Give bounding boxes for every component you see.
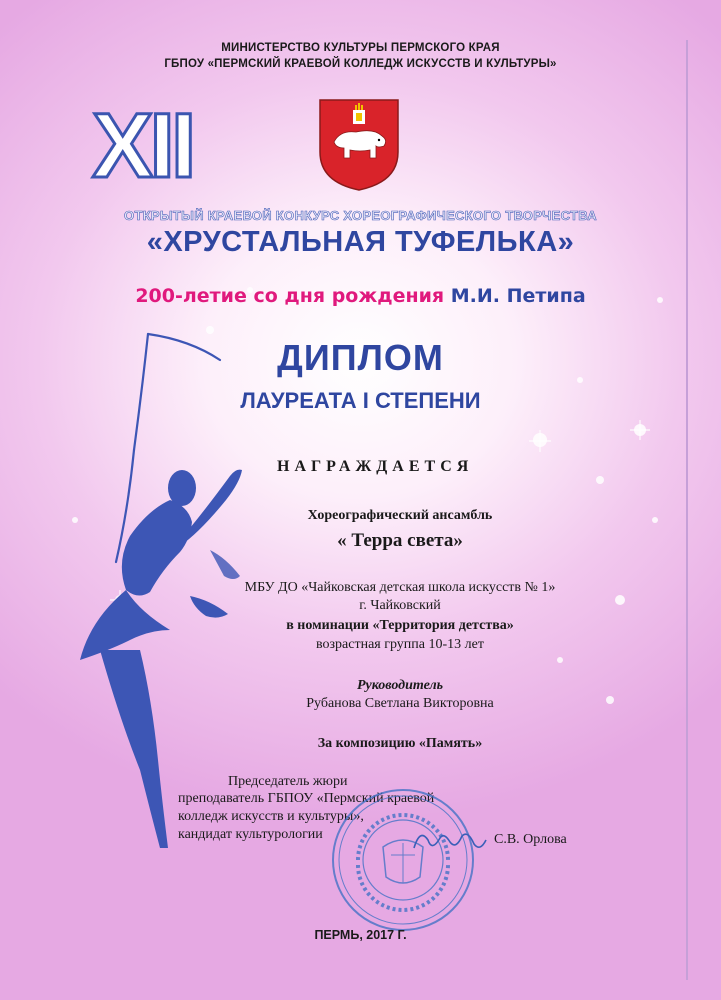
city-name: г. Чайковский <box>359 598 441 613</box>
frame-line <box>686 40 688 980</box>
jury-chair-degree: кандидат культурологии <box>178 827 323 842</box>
diploma-title: ДИПЛОМ <box>277 337 444 378</box>
round-seal-stamp <box>328 785 478 935</box>
awarded-label: НАГРАЖДАЕТСЯ <box>277 458 474 475</box>
nomination: в номинации «Территория детства» <box>286 618 514 633</box>
place-year: ПЕРМЬ, 2017 Г. <box>314 928 407 942</box>
school-name: МБУ ДО «Чайковская детская школа искусств № 1» <box>244 580 556 595</box>
college-header: ГБПОУ «ПЕРМСКИЙ КРАЕВОЙ КОЛЛЕДЖ ИСКУССТВ И КУЛЬТУРЫ» <box>164 58 557 70</box>
ensemble-name: « Терра света» <box>337 530 463 551</box>
handwritten-signature <box>410 822 490 858</box>
coat-of-arms-icon <box>316 96 402 192</box>
ministry-header: МИНИСТЕРСТВО КУЛЬТУРЫ ПЕРМСКОГО КРАЯ <box>221 42 500 54</box>
contest-subtitle: ОТКРЫТЫЙ КРАЕВОЙ КОНКУРС ХОРЕОГРАФИЧЕСКОГО ТВОРЧЕСТВА <box>124 208 597 223</box>
jury-chair-title: Председатель жюри <box>228 774 348 789</box>
leader-name: Рубанова Светлана Викторовна <box>306 696 494 711</box>
age-group: возрастная группа 10-13 лет <box>316 637 484 652</box>
contest-title: «ХРУСТАЛЬНАЯ ТУФЕЛЬКА» <box>146 226 575 258</box>
diploma-degree: ЛАУРЕАТА I СТЕПЕНИ <box>240 388 481 413</box>
contest-number: XII <box>92 95 193 197</box>
composition: За композицию «Память» <box>317 736 483 751</box>
jury-chair-name: С.В. Орлова <box>494 832 567 847</box>
leader-label: Руководитель <box>356 678 444 693</box>
jury-chair-position: преподаватель ГБПОУ «Пермский краевой <box>178 791 435 806</box>
jury-chair-college: колледж искусств и культуры», <box>178 809 364 824</box>
ensemble-type: Хореографический ансамбль <box>307 508 493 523</box>
jubilee-blue-text: М.И. Петипа <box>450 285 586 307</box>
jubilee-pink-text: 200-летие со дня рождения <box>135 285 445 307</box>
